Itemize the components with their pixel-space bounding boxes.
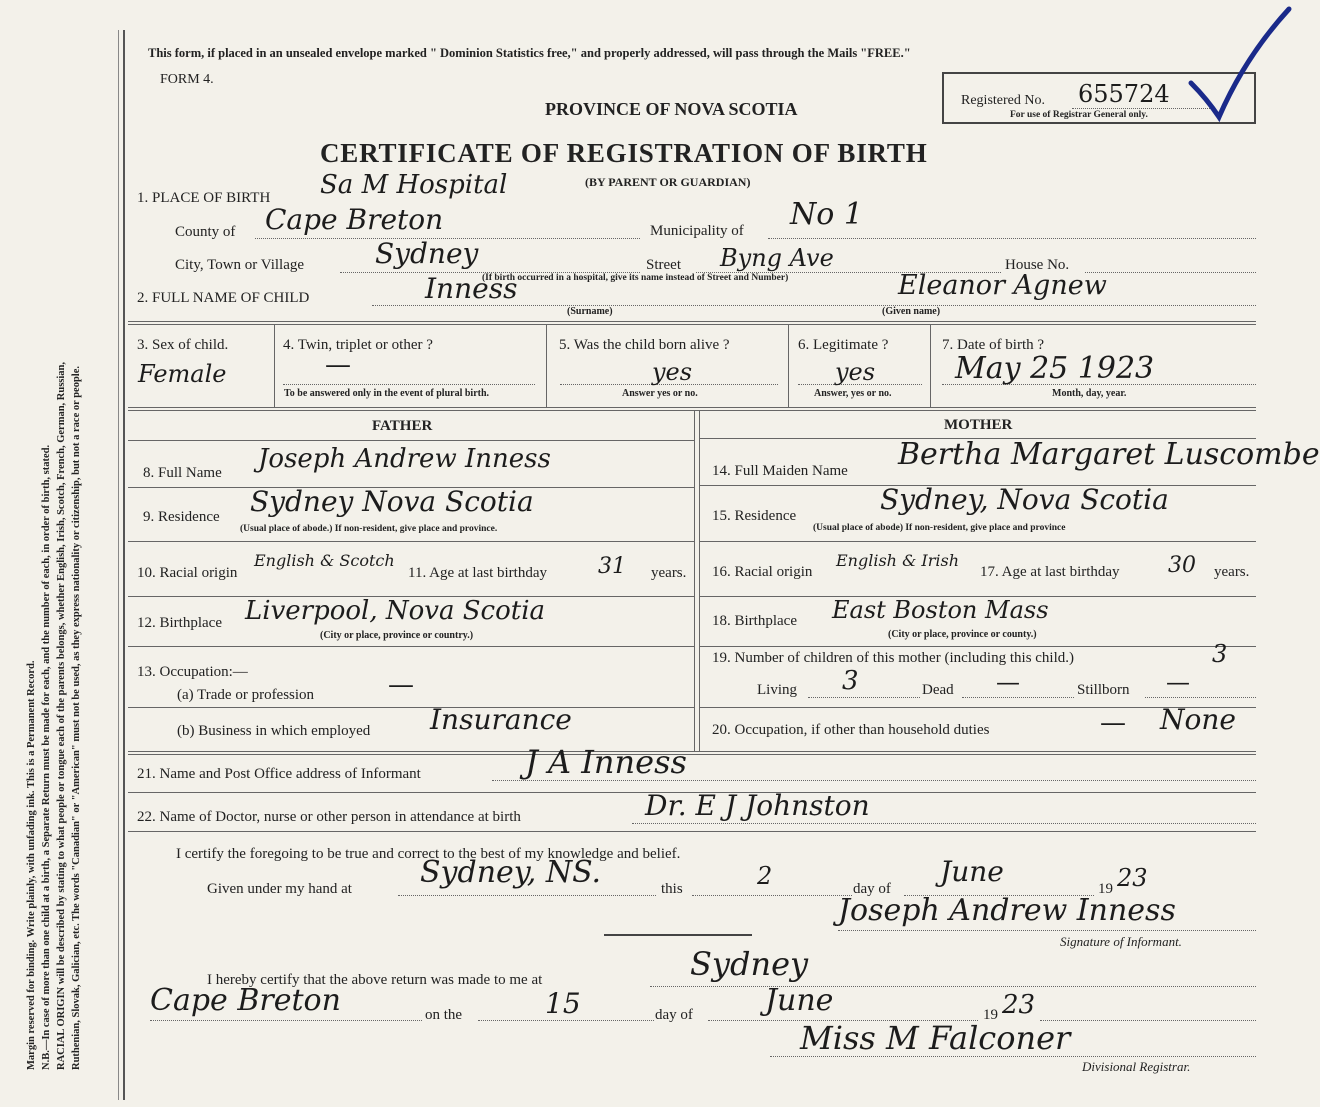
city-label: City, Town or Village xyxy=(175,257,305,273)
this-label: this xyxy=(661,881,683,897)
cell-divider xyxy=(274,325,275,407)
signature-line xyxy=(838,930,1256,931)
registrar-county-value: Cape Breton xyxy=(150,983,341,1018)
doctor-value: Dr. E J Johnston xyxy=(645,789,870,822)
county-label: County of xyxy=(175,224,236,240)
father-birthplace-label: 12. Birthplace xyxy=(137,615,222,631)
margin-note-line: Ruthenian, Slovak, Galician, etc. The words "Canadian" or "American" must not be used, as they express nationality or citizenship, but not a race or people. xyxy=(71,365,82,1070)
divider xyxy=(128,407,1256,408)
mother-residence-label: 15. Residence xyxy=(712,508,797,524)
margin-rule xyxy=(118,30,119,1100)
given-place-line xyxy=(398,895,656,896)
registrar-signature: Miss M Falconer xyxy=(800,1019,1071,1057)
divider xyxy=(128,440,694,441)
divider xyxy=(699,541,1256,542)
form-number: FORM 4. xyxy=(160,72,214,87)
hospital-note: (If birth occurred in a hospital, give its name instead of Street and Number) xyxy=(482,273,789,283)
registrar-day-of-label: day of xyxy=(655,1007,693,1023)
father-age-value: 31 xyxy=(598,554,626,579)
registrar-day-line xyxy=(478,1020,654,1021)
legitimate-value: yes xyxy=(835,358,876,386)
divider xyxy=(128,831,1256,832)
given-day-value: 2 xyxy=(757,862,773,890)
stillborn-line xyxy=(1145,697,1256,698)
divider xyxy=(128,646,694,647)
margin-note-line: Margin reserved for binding. Write plainly, with unfading ink. This is a Permanent Record. xyxy=(26,660,37,1070)
registrar-note: For use of Registrar General only. xyxy=(1010,110,1148,120)
registered-number: 655724 xyxy=(1078,80,1170,108)
mother-heading: MOTHER xyxy=(944,417,1013,433)
living-line xyxy=(808,697,920,698)
given-name-note: (Given name) xyxy=(882,306,941,317)
twin-label: 4. Twin, triplet or other ? xyxy=(283,337,433,353)
divider xyxy=(128,324,1256,325)
house-no-label: House No. xyxy=(1005,257,1070,273)
on-the-label: on the xyxy=(425,1007,463,1023)
father-birthplace-value: Liverpool, Nova Scotia xyxy=(245,596,546,626)
county-value: Cape Breton xyxy=(265,203,444,236)
trade-value: — xyxy=(388,670,414,700)
mother-age-unit: years. xyxy=(1214,564,1250,580)
mother-age-value: 30 xyxy=(1168,553,1196,578)
doctor-line xyxy=(632,823,1256,824)
signature-label: Signature of Informant. xyxy=(1060,934,1182,949)
day-line xyxy=(692,895,852,896)
municipality-value: No 1 xyxy=(790,197,863,232)
registrar-month-value: June xyxy=(765,983,834,1018)
mother-occupation-dash: — xyxy=(1100,708,1126,738)
father-age-label: 11. Age at last birthday xyxy=(408,565,547,581)
street-label: Street xyxy=(646,257,681,273)
cell-divider xyxy=(788,325,789,407)
dead-line xyxy=(962,697,1074,698)
alive-value: yes xyxy=(652,358,693,386)
day-of-label: day of xyxy=(853,881,891,897)
cell-divider xyxy=(546,325,547,407)
alive-note: Answer yes or no. xyxy=(622,388,698,399)
cell-divider xyxy=(930,325,931,407)
doctor-label: 22. Name of Doctor, nurse or other person in attendance at birth xyxy=(137,809,521,825)
short-rule xyxy=(604,934,752,936)
municipality-label: Municipality of xyxy=(650,223,744,239)
mail-notice: This form, if placed in an unsealed envelope marked " Dominion Statistics free," and properly addressed, will pass through the Mails "FREE." xyxy=(148,46,911,60)
stillborn-value: — xyxy=(1166,668,1190,696)
given-month-value: June xyxy=(940,855,1004,888)
business-label: (b) Business in which employed xyxy=(177,723,371,739)
divider xyxy=(128,751,1256,752)
father-occupation-label: 13. Occupation:— xyxy=(137,664,248,680)
registrar-year-prefix: 19 xyxy=(983,1007,998,1023)
informant-value: J A Inness xyxy=(525,743,687,781)
mother-residence-value: Sydney, Nova Scotia xyxy=(880,483,1169,516)
certificate-subtitle: (BY PARENT OR GUARDIAN) xyxy=(585,175,751,189)
twin-value: — xyxy=(325,350,351,380)
father-racial-value: English & Scotch xyxy=(254,551,395,570)
dob-label: 7. Date of birth ? xyxy=(942,337,1045,353)
registrar-place-value: Sydney xyxy=(690,945,809,983)
registrar-year-line xyxy=(1040,1020,1256,1021)
place-of-birth-value: Sa M Hospital xyxy=(320,170,508,200)
mother-racial-value: English & Irish xyxy=(836,551,959,570)
dead-value: — xyxy=(996,668,1020,696)
sex-label: 3. Sex of child. xyxy=(137,337,229,353)
living-label: Living xyxy=(757,682,797,698)
business-value: Insurance xyxy=(430,703,572,736)
check-mark-icon xyxy=(1185,5,1295,125)
father-racial-label: 10. Racial origin xyxy=(137,565,238,581)
registrar-statement: I hereby certify that the above return was made to me at xyxy=(207,972,543,988)
divider xyxy=(128,707,694,708)
mother-name-value: Bertha Margaret Luscombe xyxy=(898,437,1320,472)
divider xyxy=(128,541,694,542)
house-no-line xyxy=(1085,272,1256,273)
informant-signature: Joseph Andrew Inness xyxy=(838,893,1176,928)
given-place-value: Sydney, NS. xyxy=(420,855,602,890)
father-residence-value: Sydney Nova Scotia xyxy=(250,485,534,518)
divider xyxy=(128,754,1256,755)
dead-label: Dead xyxy=(922,682,954,698)
dob-note: Month, day, year. xyxy=(1052,388,1127,399)
child-given-name: Eleanor Agnew xyxy=(898,270,1107,301)
legitimate-note: Answer, yes or no. xyxy=(814,388,892,399)
province-heading: PROVINCE OF NOVA SCOTIA xyxy=(545,99,798,119)
father-residence-label: 9. Residence xyxy=(143,509,220,525)
registrar-signature-label: Divisional Registrar. xyxy=(1082,1059,1191,1074)
registered-label: Registered No. xyxy=(961,93,1045,108)
given-under-label: Given under my hand at xyxy=(207,881,352,897)
legitimate-label: 6. Legitimate ? xyxy=(798,337,889,353)
father-heading: FATHER xyxy=(372,418,433,434)
alive-label: 5. Was the child born alive ? xyxy=(559,337,730,353)
year-prefix: 19 xyxy=(1098,881,1113,897)
column-divider xyxy=(694,411,695,751)
child-name-label: 2. FULL NAME OF CHILD xyxy=(137,290,310,306)
mother-birthplace-value: East Boston Mass xyxy=(832,596,1049,624)
mother-racial-label: 16. Racial origin xyxy=(712,564,813,580)
children-value: 3 xyxy=(1212,640,1228,668)
given-year-value: 23 xyxy=(1117,864,1148,892)
margin-note-line: N.B.—In case of more than one child at a birth, a Separate Return must be made for each, and the number of each, in order of birth, stated. xyxy=(41,444,52,1070)
surname-note: (Surname) xyxy=(567,306,613,317)
registrar-day-value: 15 xyxy=(545,987,581,1020)
children-label: 19. Number of children of this mother (including this child.) xyxy=(712,650,1075,666)
registrar-year-value: 23 xyxy=(1002,990,1036,1020)
mother-residence-note: (Usual place of abode) If non-resident, give place and province xyxy=(813,523,1066,533)
sex-value: Female xyxy=(138,360,227,388)
trade-label: (a) Trade or profession xyxy=(177,687,315,703)
father-birthplace-note: (City or place, province or country.) xyxy=(320,630,474,641)
municipality-line xyxy=(768,238,1256,239)
stillborn-label: Stillborn xyxy=(1077,682,1130,698)
informant-label: 21. Name and Post Office address of Informant xyxy=(137,766,421,782)
divider xyxy=(699,646,1256,647)
margin-note xyxy=(24,30,84,1070)
mother-birthplace-note: (City or place, province or county.) xyxy=(888,629,1037,640)
mother-name-label: 14. Full Maiden Name xyxy=(712,463,848,479)
dob-value: May 25 1923 xyxy=(955,351,1155,386)
father-name-value: Joseph Andrew Inness xyxy=(258,444,551,474)
margin-rule xyxy=(123,30,125,1100)
twin-line xyxy=(283,384,535,385)
margin-note-line: RACIAL ORIGIN will be described by stating to what people or tongue each of the parents belongs, whether English, Irish, Scotch, French, German, Russian, xyxy=(56,361,67,1070)
mother-birthplace-label: 18. Birthplace xyxy=(712,613,797,629)
father-name-label: 8. Full Name xyxy=(143,465,222,481)
mother-age-label: 17. Age at last birthday xyxy=(980,564,1120,580)
child-name-line xyxy=(372,305,1256,306)
divider xyxy=(128,410,1256,411)
mother-occupation-value: None xyxy=(1160,703,1236,736)
living-value: 3 xyxy=(842,666,859,696)
twin-note: To be answered only in the event of plural birth. xyxy=(284,388,490,399)
mother-occupation-label: 20. Occupation, if other than household duties xyxy=(712,722,990,738)
column-divider xyxy=(699,411,700,751)
certification-statement: I certify the foregoing to be true and correct to the best of my knowledge and belief. xyxy=(176,846,681,862)
certificate-title: CERTIFICATE OF REGISTRATION OF BIRTH xyxy=(320,138,928,168)
place-of-birth-label: 1. PLACE OF BIRTH xyxy=(137,190,271,206)
registrar-place-line xyxy=(650,986,1256,987)
child-surname: Inness xyxy=(425,272,518,305)
registrar-county-line xyxy=(150,1020,422,1021)
divider xyxy=(128,321,1256,322)
street-value: Byng Ave xyxy=(720,244,834,272)
father-age-unit: years. xyxy=(651,565,687,581)
father-residence-note: (Usual place of abode.) If non-resident, give place and province. xyxy=(240,524,498,534)
registrar-signature-line xyxy=(770,1056,1256,1057)
city-value: Sydney xyxy=(375,237,479,270)
